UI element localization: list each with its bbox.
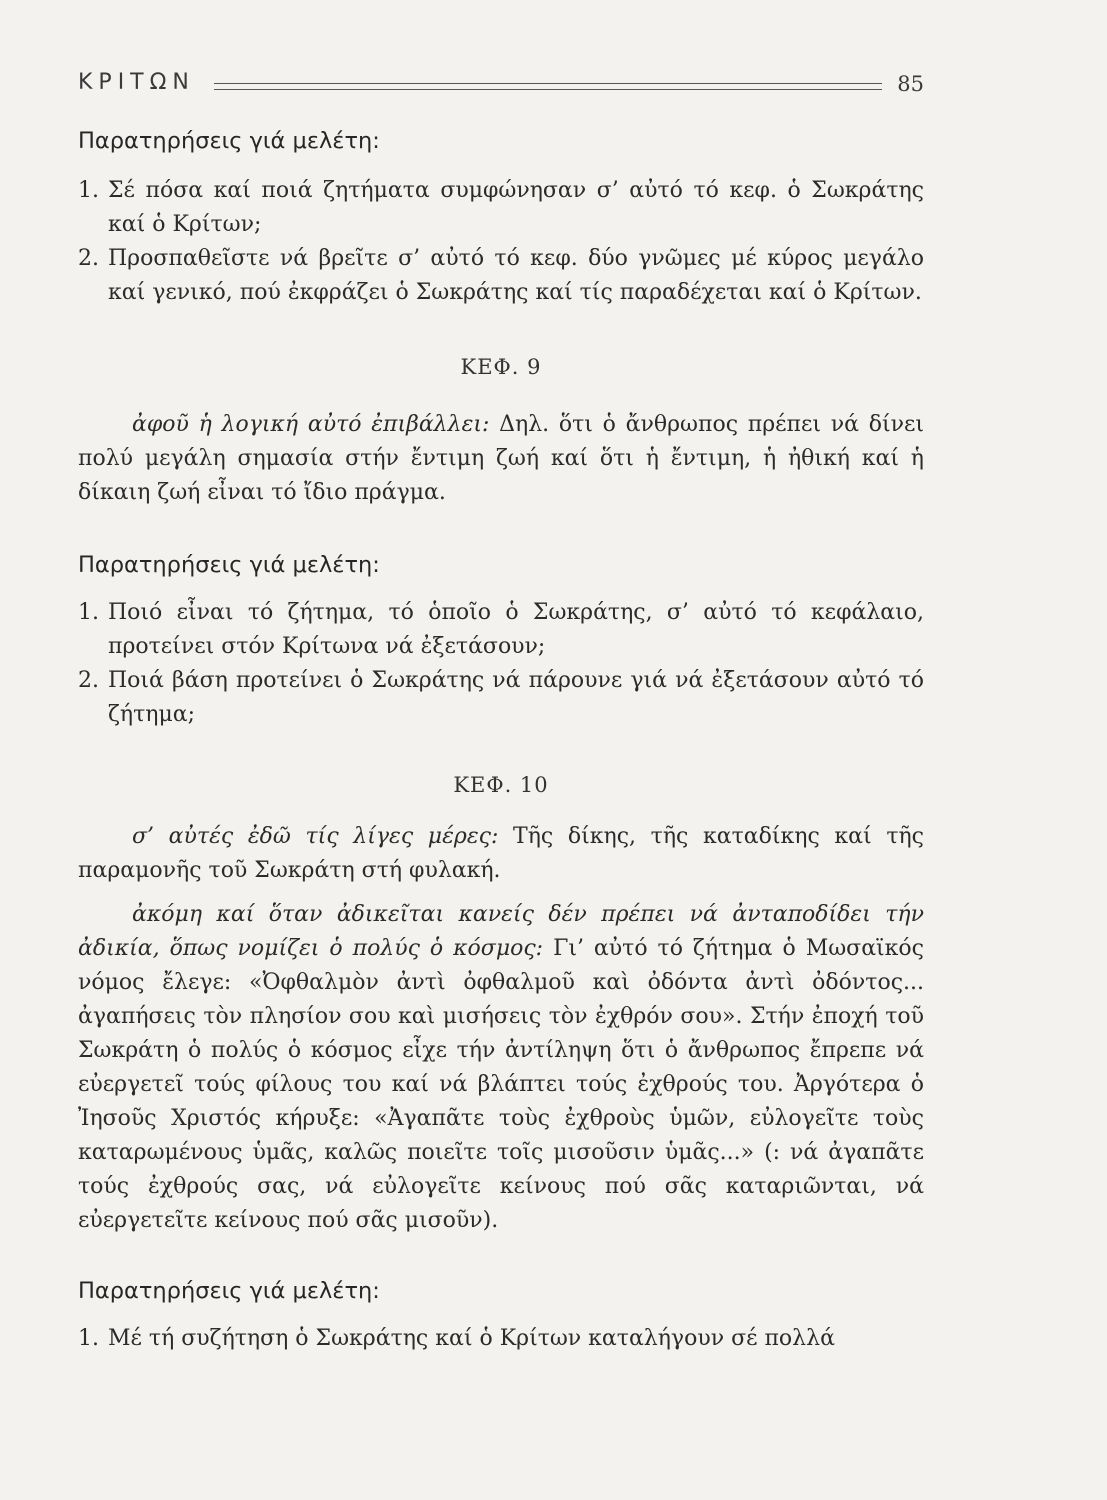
lemma: ἀφοῦ ἡ λογική αὐτό ἐπιβάλλει: [132, 412, 490, 437]
commentary-paragraph [78, 898, 924, 1238]
page-body [78, 124, 924, 1356]
header-double-rule [214, 83, 882, 90]
lemma: ἀκόμη καί ὅταν ἀδικεῖται κανείς δέν πρέπει νά ἀνταποδίδει τήν ἀδικία, ὅπως νομίζει ὁ πολύς ὁ κόσμος: [78, 902, 924, 961]
commentary-text: Δηλ. ὅτι ὁ ἄνθρωπος πρέπει νά δίνει πολύ μεγάλη σημασία στήν ἔντιμη ζωή καί ὅτι ἡ ἔντιμη, ἡ ἠθική καί ἡ δίκαιη ζωή εἶναι τό ἴδιο πράγμα. [78, 412, 925, 505]
study-notes-section-2 [78, 548, 924, 732]
question-text: Μέ τή συζήτηση ὁ Σωκράτης καί ὁ Κρίτων καταλήγουν σέ πολλά [108, 1326, 835, 1351]
commentary-text: Τῆς δίκης, τῆς καταδίκης καί τῆς παραμονῆς τοῦ Σωκράτη στή φυλακή. [78, 824, 924, 883]
page-header [78, 70, 924, 110]
commentary-text: Γι’ αὐτό τό ζήτημα ὁ Μωσαϊκός νόμος ἔλεγε: «Ὀφθαλμὸν ἀντὶ ὀφθαλμοῦ καὶ ὀδόντα ἀντὶ ὀδόντος... ἀγαπήσεις τὸν πλησίον σου καὶ μισήσεις τὸν ἐχθρόν σου». Στήν ἐποχή τοῦ Σωκράτη ὁ πολύς ὁ κόσμος εἶχε τήν ἀντίληψη ὅτι ὁ ἄνθρωπος ἔπρεπε νά εὐεργετεῖ τούς φίλους του καί νά βλάπτει τούς ἐχθρούς του. Ἀργότερα ὁ Ἰησοῦς Χριστός κήρυξε: «Ἀγαπᾶτε τοὺς ἐχθροὺς ὑμῶν, εὐλογεῖτε τοὺς καταρωμένους ὑμᾶς, καλῶς ποιεῖτε τοῖς μισοῦσιν ὑμᾶς...» (: νά ἀγαπᾶτε τούς ἐχθρούς σας, νά εὐλογεῖτε κείνους πού σᾶς καταριῶνται, νά εὐεργετεῖτε κείνους πού σᾶς μισοῦν). [78, 936, 924, 1233]
question-text: Ποιά βάση προτείνει ὁ Σωκράτης νά πάρουνε γιά νά ἐξετάσουν αὐτό τό ζήτημα; [108, 668, 924, 727]
question-number: 1. [78, 600, 99, 625]
page-number: 85 [897, 72, 924, 96]
commentary-paragraph [78, 408, 924, 510]
study-notes-section-1 [78, 124, 924, 310]
question-number: 1. [78, 1326, 99, 1351]
commentary-paragraph [78, 820, 924, 888]
study-heading: Παρατηρήσεις γιά μελέτη: [78, 552, 380, 578]
study-heading: Παρατηρήσεις γιά μελέτη: [78, 1278, 380, 1304]
question-item [78, 1322, 924, 1356]
question-number: 2. [78, 668, 99, 693]
study-heading: Παρατηρήσεις γιά μελέτη: [78, 128, 380, 154]
running-title: ΚΡΙΤΩΝ [78, 70, 195, 95]
question-item [78, 596, 924, 664]
question-item [78, 242, 924, 310]
study-notes-section-3 [78, 1274, 924, 1356]
question-number: 2. [78, 246, 99, 271]
question-item [78, 664, 924, 732]
question-text: Σέ πόσα καί ποιά ζητήματα συμφώνησαν σ’ αὐτό τό κεφ. ὁ Σωκράτης καί ὁ Κρίτων; [108, 178, 924, 237]
question-item [78, 174, 924, 242]
question-number: 1. [78, 178, 99, 203]
chapter-title-10: ΚΕΦ. 10 [453, 773, 549, 797]
lemma: σ’ αὐτές ἐδῶ τίς λίγες μέρες: [132, 824, 499, 849]
question-text: Προσπαθεῖστε νά βρεῖτε σ’ αὐτό τό κεφ. δύο γνῶμες μέ κύρος μεγάλο καί γενικό, πού ἐκφράζει ὁ Σωκράτης καί τίς παραδέχεται καί ὁ Κρίτων. [108, 246, 924, 305]
question-text: Ποιό εἶναι τό ζήτημα, τό ὁποῖο ὁ Σωκράτης, σ’ αὐτό τό κεφάλαιο, προτείνει στόν Κρίτωνα νά ἐξετάσουν; [108, 600, 924, 659]
chapter-title-9: ΚΕΦ. 9 [460, 355, 542, 379]
